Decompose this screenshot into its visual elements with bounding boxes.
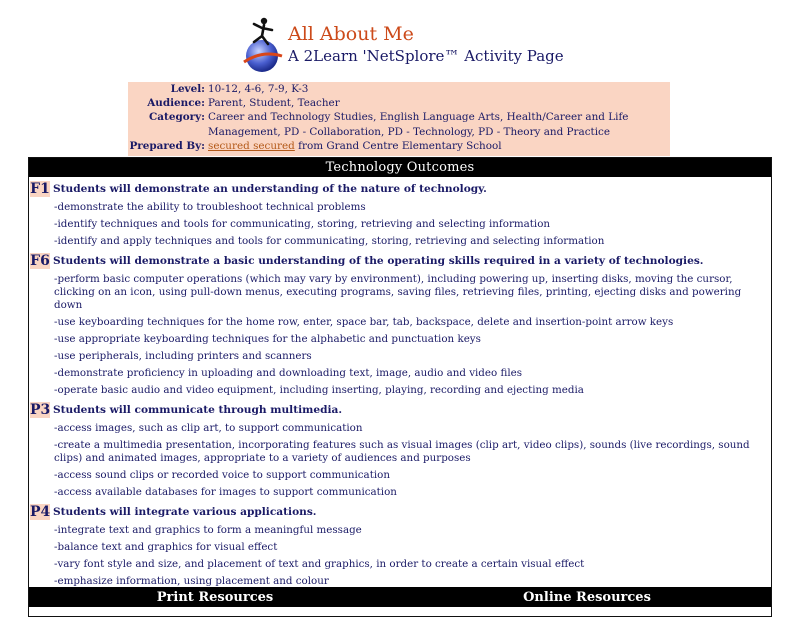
outcome-item: -demonstrate the ability to troubleshoot technical problems	[54, 201, 366, 213]
outcome-item: -access available databases for images to support communication	[54, 486, 397, 498]
audience-row	[128, 96, 670, 110]
netsplore-logo-icon	[240, 16, 286, 76]
outcome-item: -perform basic computer operations (which may vary by environment), including powering up, inserting disks, moving the cursor, clicking on an icon, using pull-down menus, executing programs, saving files, retrieving files, printing, ejecting disks and powering down	[54, 273, 742, 311]
level-row	[128, 82, 670, 96]
outcome-item: -create a multimedia presentation, incorporating features such as visual images (clip art, video clips), sounds (live recordings, sound clips) and animated images, appropriate to a variety of audiences and purposes	[54, 439, 750, 464]
page-subtitle: A 2Learn 'NetSplore™ Activity Page	[288, 47, 564, 65]
outcome-item: -use peripherals, including printers and scanners	[54, 350, 312, 362]
outcome-code: P4	[30, 504, 51, 520]
outcome-title: Students will communicate through multimedia.	[53, 404, 343, 416]
prepared-by-value	[208, 139, 670, 153]
outcome-heading	[29, 180, 771, 198]
outcome-item: -integrate text and graphics to form a meaningful message	[54, 524, 362, 536]
outcome-item: -vary font style and size, and placement of text and graphics, in order to create a certain visual effect	[54, 558, 585, 570]
outcome-item: -emphasize information, using placement and colour	[54, 575, 329, 587]
outcome-item: -access images, such as clip art, to support communication	[54, 422, 363, 434]
category-row	[128, 110, 670, 138]
technology-outcomes-header: Technology Outcomes	[29, 158, 771, 177]
audience-value: Parent, Student, Teacher	[208, 97, 340, 110]
page-header	[240, 14, 660, 76]
outcome-code: P3	[30, 402, 51, 418]
outcome-code: F1	[30, 181, 50, 197]
activity-info-box	[128, 82, 670, 156]
outcome-heading	[29, 503, 771, 521]
outcome-item: -identify techniques and tools for communicating, storing, retrieving and selecting information	[54, 218, 551, 230]
outcome-item: -balance text and graphics for visual effect	[54, 541, 278, 553]
resources-header	[29, 587, 771, 607]
level-label: Level:	[170, 83, 205, 95]
level-value: 10-12, 4-6, 7-9, K-3	[208, 83, 309, 95]
outcome-item: -identify and apply techniques and tools for communicating, storing, retrieving and selecting information	[54, 235, 605, 247]
category-value: Career and Technology Studies, English Language Arts, Health/Career and Life Management, PD - Collaboration, PD - Technology, PD - Theory and Practice	[208, 111, 629, 138]
outcome-title: Students will integrate various applications.	[53, 506, 317, 518]
outcome-item: -demonstrate proficiency in uploading and downloading text, image, audio and video files	[54, 367, 523, 379]
outcomes-list	[29, 177, 771, 588]
outcome-item: -use appropriate keyboarding techniques for the alphabetic and punctuation keys	[54, 333, 481, 345]
print-resources-header: Print Resources	[156, 590, 274, 605]
outcome-title: Students will demonstrate an understanding of the nature of technology.	[53, 183, 487, 195]
outcome-heading	[29, 252, 771, 270]
category-label: Category:	[149, 111, 205, 124]
prepared-by-row	[128, 139, 670, 153]
audience-label: Audience:	[147, 97, 205, 110]
outcome-item: -operate basic audio and video equipment, including inserting, playing, recording and ejecting media	[54, 384, 584, 396]
online-resources-header: Online Resources	[523, 590, 651, 605]
outcome-code: F6	[30, 253, 50, 269]
outcome-title: Students will demonstrate a basic understanding of the operating skills required in a variety of technologies.	[53, 255, 704, 267]
school-text: from Grand Centre Elementary School	[294, 139, 502, 152]
author-link[interactable]: secured secured	[208, 139, 295, 152]
outcome-heading	[29, 401, 771, 419]
outcomes-panel	[28, 157, 772, 617]
outcome-item: -use keyboarding techniques for the home row, enter, space bar, tab, backspace, delete and insertion-point arrow keys	[54, 316, 674, 328]
prepared-by-label: Prepared By:	[129, 139, 205, 152]
page-title: All About Me	[288, 23, 414, 45]
outcome-item: -access sound clips or recorded voice to support communication	[54, 469, 390, 481]
